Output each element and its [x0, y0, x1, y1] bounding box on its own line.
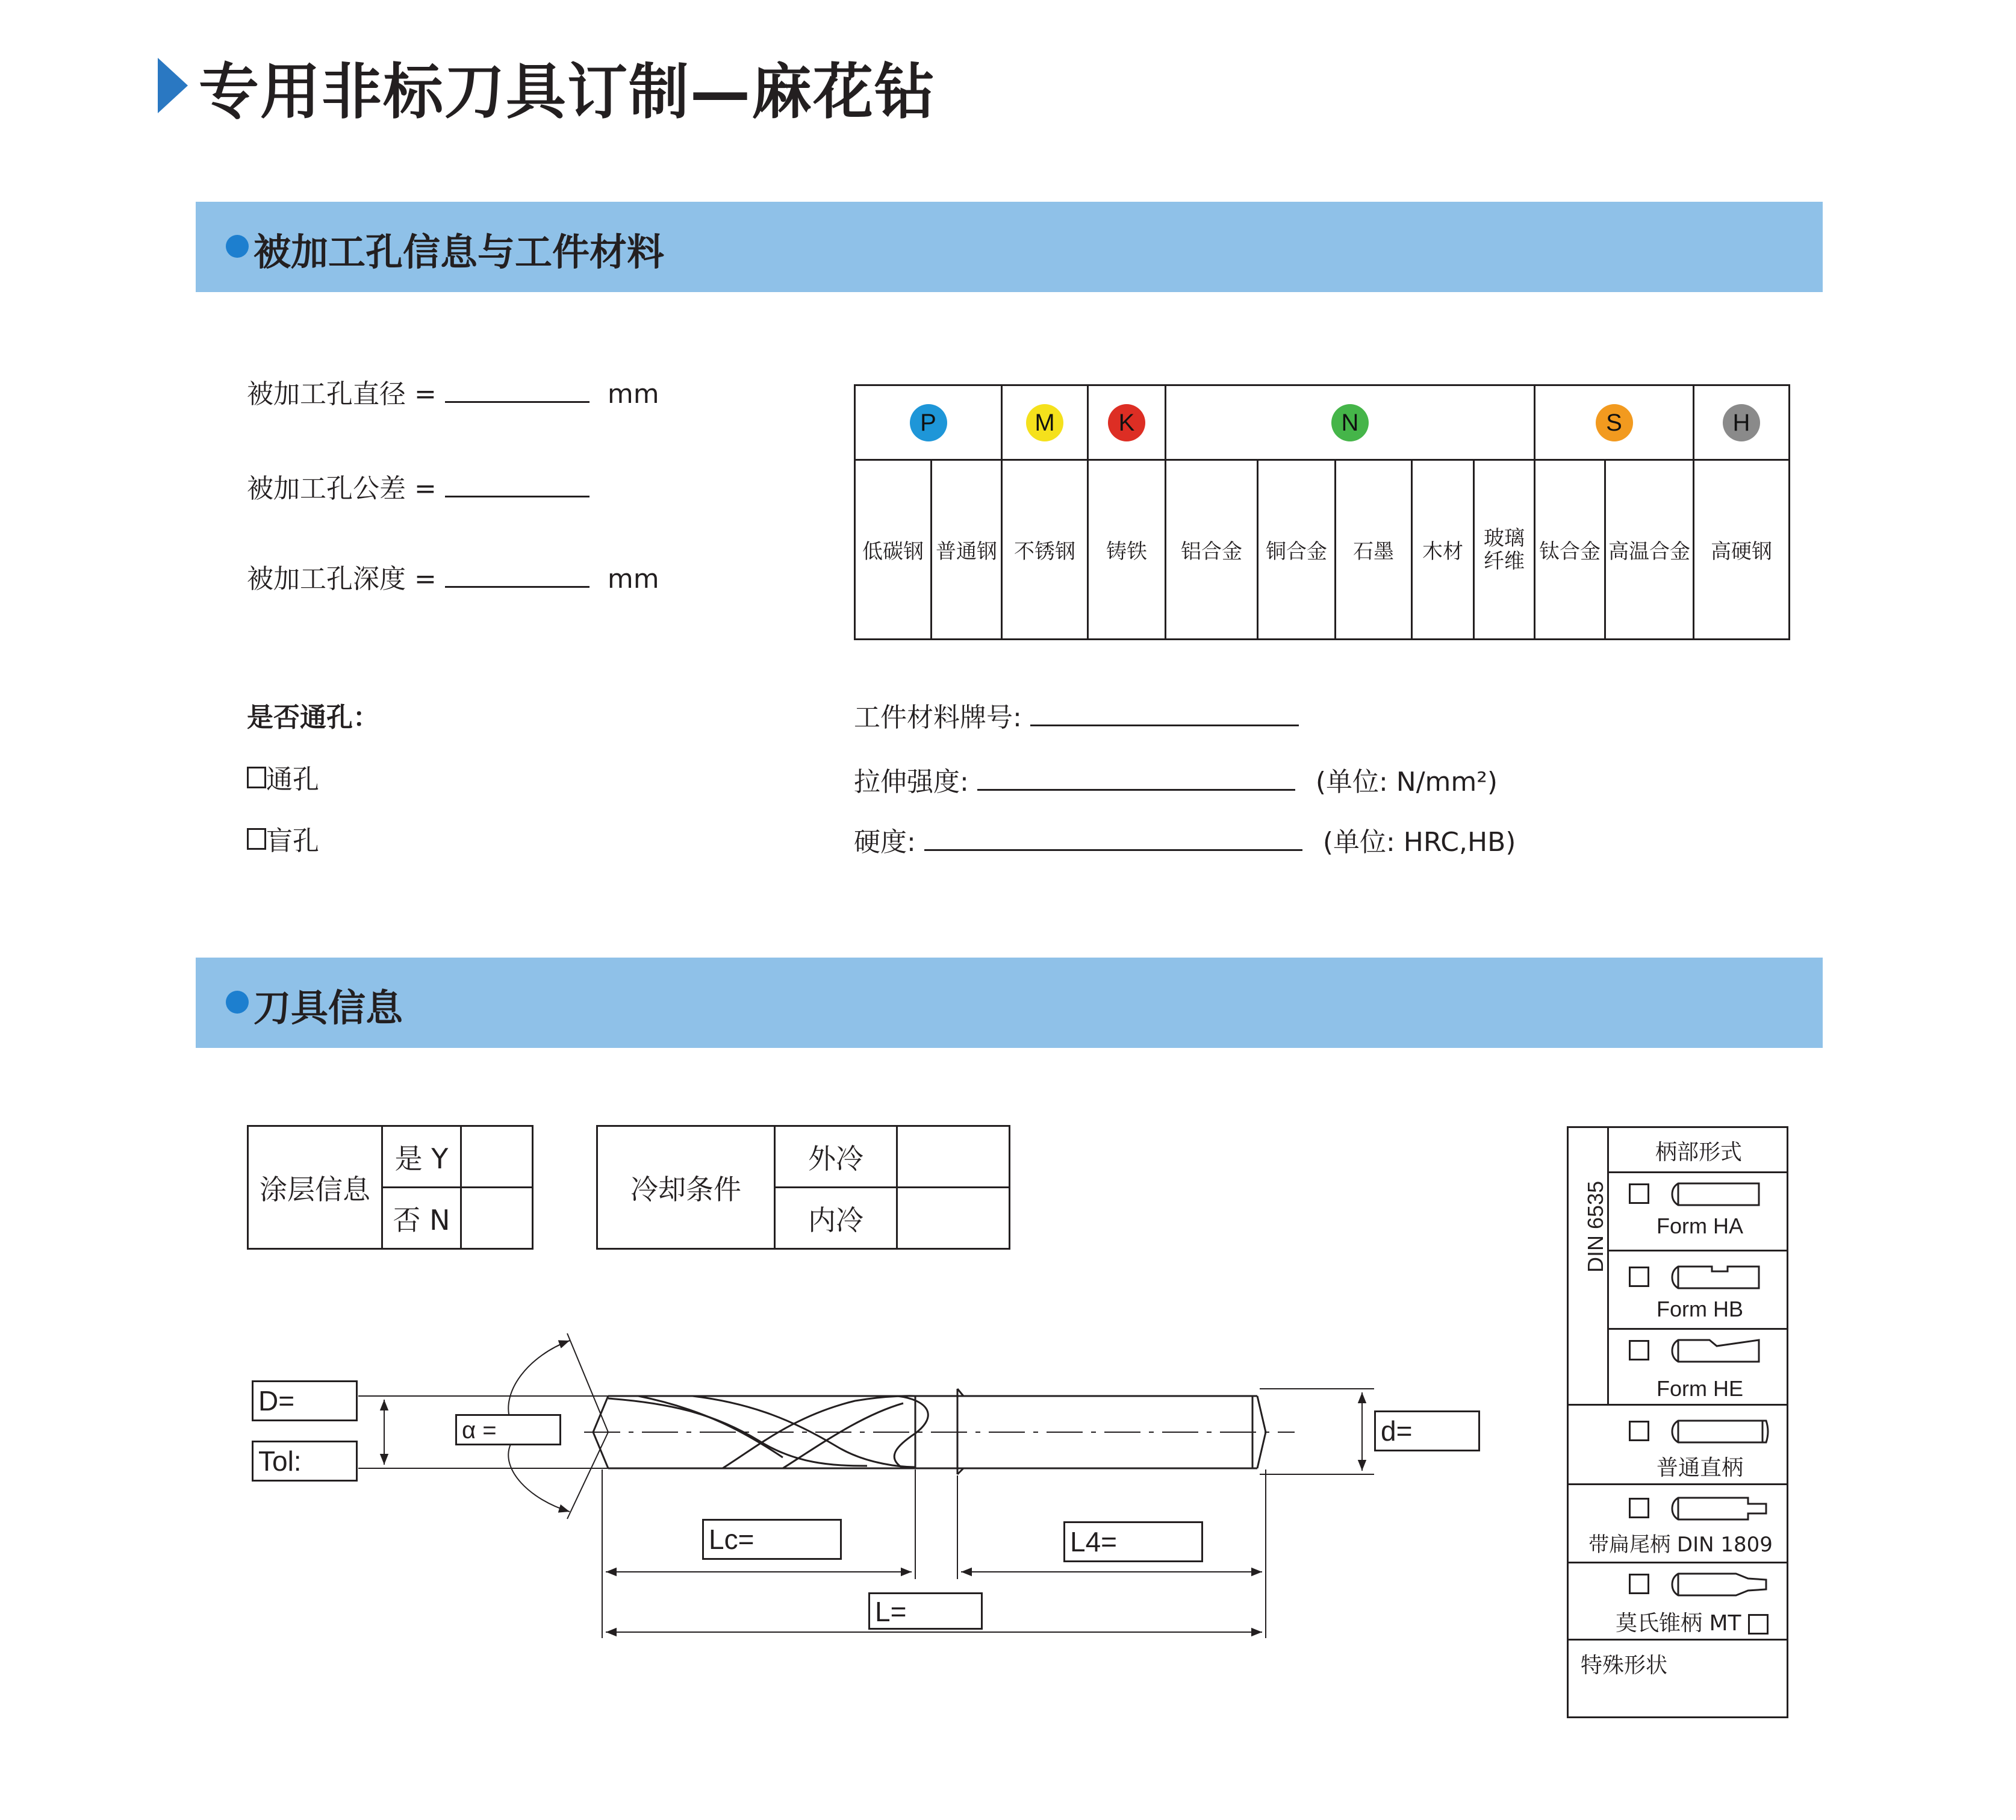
hole-depth-unit: mm [607, 564, 659, 594]
form-he-label: Form HE [1657, 1376, 1743, 1401]
material-item[interactable]: 铝合金 [1166, 460, 1258, 640]
morse-taper-text: 莫氏锥柄 MT [1616, 1611, 1741, 1636]
shank-length-input[interactable] [1063, 1521, 1203, 1562]
flat-tang-label: 带扁尾柄 DIN 1809 [1588, 1533, 1773, 1557]
form-hb-icon [1670, 1263, 1760, 1292]
category-h-icon: H [1723, 404, 1760, 441]
category-k-icon: K [1108, 404, 1145, 441]
morse-taper-checkbox[interactable] [1629, 1574, 1649, 1594]
angle-alpha-label: α = [462, 1417, 497, 1444]
coating-yes-label: 是 Y [382, 1126, 461, 1188]
form-he-option[interactable] [1629, 1340, 1649, 1366]
flat-tang-option[interactable] [1629, 1498, 1649, 1524]
tolerance-label: Tol: [258, 1445, 302, 1477]
material-item[interactable]: 石墨 [1336, 460, 1412, 640]
straight-shank-label: 普通直柄 [1656, 1456, 1743, 1480]
hole-diameter-unit: mm [607, 379, 659, 410]
form-he-icon [1670, 1336, 1760, 1365]
cooling-external-label: 外冷 [775, 1126, 897, 1188]
category-s-icon: S [1596, 404, 1633, 441]
angle-alpha-input[interactable] [455, 1414, 561, 1445]
material-item[interactable]: 铜合金 [1258, 460, 1336, 640]
diameter-D-input[interactable] [252, 1380, 358, 1421]
material-item[interactable]: 低碳钢 [855, 460, 932, 640]
morse-taper-option[interactable] [1629, 1574, 1649, 1600]
flat-tang-icon [1670, 1494, 1772, 1523]
form-he-checkbox[interactable] [1629, 1340, 1649, 1360]
diameter-D-label: D= [258, 1385, 295, 1416]
tolerance-input[interactable] [252, 1441, 358, 1482]
form-hb-option[interactable] [1629, 1267, 1649, 1292]
form-hb-checkbox[interactable] [1629, 1267, 1649, 1287]
form-ha-option[interactable] [1629, 1183, 1649, 1209]
coating-no-label: 否 N [382, 1188, 461, 1249]
tensile-strength-label: 拉伸强度: [854, 767, 969, 797]
shank-diameter-input[interactable] [1374, 1410, 1480, 1451]
cooling-internal-label: 内冷 [775, 1188, 897, 1249]
morse-taper-icon [1670, 1570, 1772, 1599]
material-item-label: 玻璃纤维 [1484, 526, 1525, 573]
section-title: 被加工孔信息与工件材料 [254, 230, 665, 274]
section-title: 刀具信息 [254, 986, 403, 1030]
material-item[interactable]: 高温合金 [1605, 460, 1694, 640]
cooling-label: 冷却条件 [597, 1126, 775, 1249]
flute-length-label: Lc= [709, 1524, 754, 1555]
form-ha-icon [1670, 1180, 1760, 1209]
material-item[interactable]: 高硬钢 [1694, 460, 1790, 640]
shank-length-label: L4= [1070, 1526, 1118, 1557]
through-hole-label: 是否通孔： [247, 702, 379, 733]
material-item[interactable]: 铸铁 [1088, 460, 1166, 640]
coating-label: 涂层信息 [248, 1126, 382, 1249]
hardness-label: 硬度: [854, 827, 916, 858]
din-6535-label: DIN 6535 [1583, 1180, 1608, 1273]
morse-taper-label [1616, 1606, 1769, 1637]
form-ha-label: Form HA [1657, 1214, 1743, 1238]
hole-diameter-label: 被加工孔直径 = [247, 379, 437, 410]
straight-shank-option[interactable] [1629, 1421, 1649, 1447]
category-n-icon: N [1331, 404, 1369, 441]
blind-hole-option-label: 盲孔 [266, 826, 319, 856]
through-hole-option-label: 通孔 [266, 764, 319, 795]
material-item[interactable]: 木材 [1412, 460, 1474, 640]
hardness-unit: (单位: HRC,HB) [1322, 827, 1516, 858]
overall-length-input[interactable] [868, 1592, 983, 1630]
hole-tolerance-label: 被加工孔公差 = [247, 473, 437, 504]
tensile-strength-unit: (单位: N/mm²) [1315, 767, 1498, 797]
morse-taper-size-box[interactable] [1748, 1614, 1769, 1635]
material-item[interactable]: 不锈钢 [1002, 460, 1088, 640]
shank-form-panel [1567, 1126, 1788, 1718]
straight-shank-checkbox[interactable] [1629, 1421, 1649, 1441]
form-ha-checkbox[interactable] [1629, 1183, 1649, 1204]
page-title: 专用非标刀具订制—麻花钻 [199, 57, 936, 127]
form-hb-label: Form HB [1657, 1297, 1743, 1321]
straight-shank-icon [1670, 1417, 1772, 1446]
category-p-icon: P [910, 404, 947, 441]
category-m-icon: M [1026, 404, 1063, 441]
flat-tang-checkbox[interactable] [1629, 1498, 1649, 1518]
hole-depth-label: 被加工孔深度 = [247, 564, 437, 594]
material-item[interactable]: 普通钢 [932, 460, 1002, 640]
overall-length-label: L= [875, 1596, 907, 1627]
shank-diameter-label: d= [1381, 1415, 1413, 1447]
material-grade-label: 工件材料牌号: [854, 702, 1022, 733]
flute-length-input[interactable] [702, 1519, 842, 1560]
material-item[interactable]: 钛合金 [1535, 460, 1605, 640]
shank-form-title: 柄部形式 [1655, 1140, 1742, 1165]
special-shape-label: 特殊形状 [1581, 1653, 1668, 1678]
